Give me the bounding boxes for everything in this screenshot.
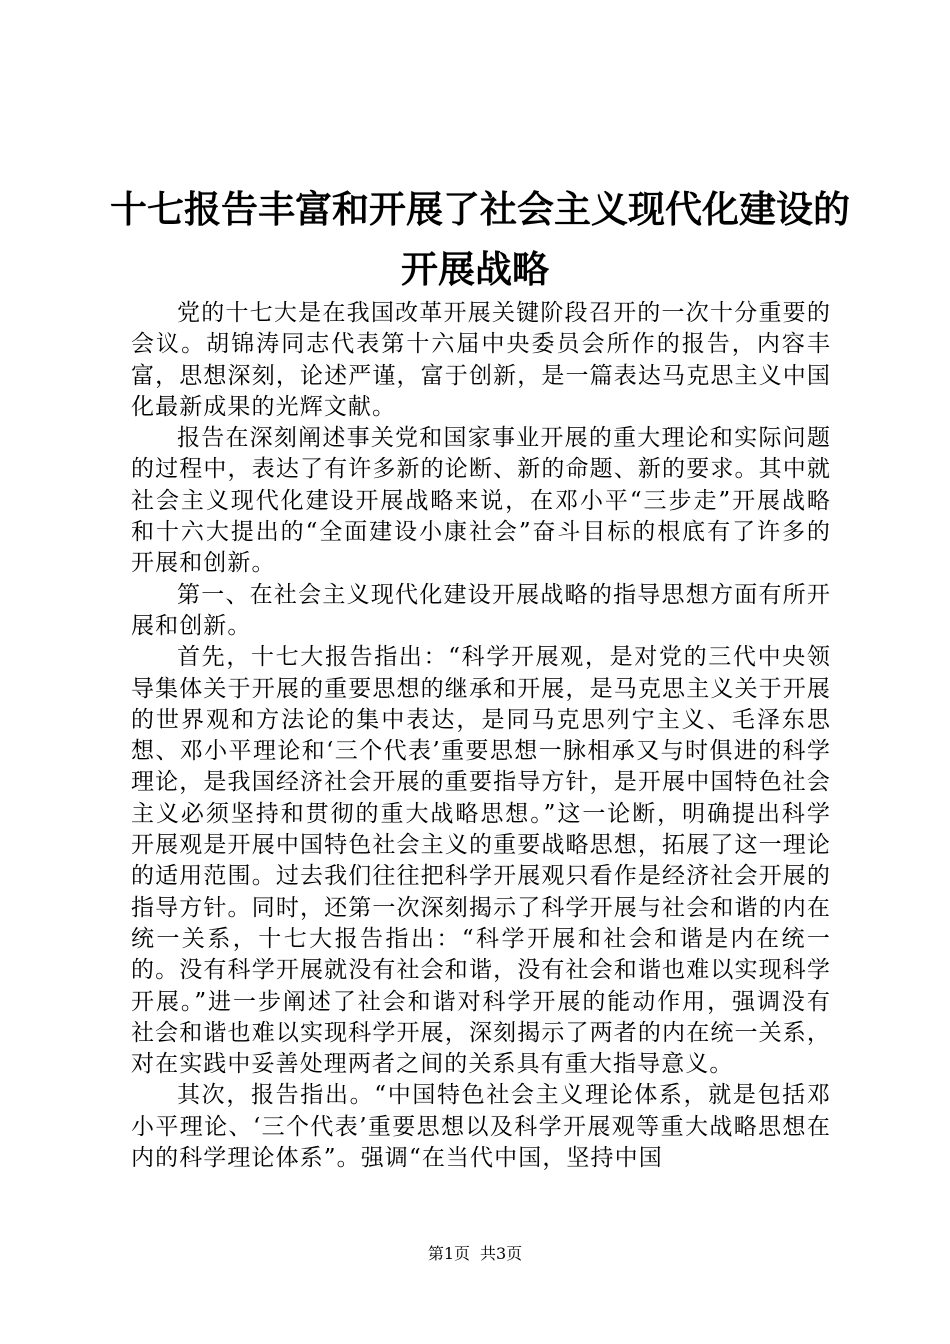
paragraph: 党的十七大是在我国改革开展关键阶段召开的一次十分重要的会议。胡锦涛同志代表第十六届中央委员会所作的报告，内容丰富，思想深刻，论述严谨，富于创新，是一篇表达马克思主义中国化最新成果的光辉文献。 [131, 300, 831, 420]
document-title-line-2: 开展战略 [401, 247, 549, 291]
page-footer [0, 1244, 950, 1264]
paragraph: 第一、在社会主义现代化建设开展战略的指导思想方面有所开展和创新。 [131, 581, 831, 639]
paragraph: 首先，十七大报告指出：“科学开展观，是对党的三代中央领导集体关于开展的重要思想的继承和开展，是马克思主义关于开展的世界观和方法论的集中表达，是同马克思列宁主义、毛泽东思想、邓小平理论和‘三个代表’重要思想一脉相承又与时俱进的科学理论，是我国经济社会开展的重要指导方针，是开展中国特色社会主义必须坚持和贯彻的重大战略思想。”这一论断，明确提出科学开展观是开展中国特色社会主义的重要战略思想，拓展了这一理论的适用范围。过去我们往往把科学开展观只看作是经济社会开展的指导方针。同时，还第一次深刻揭示了科学开展与社会和谐的内在统一关系，十七大报告指出：“科学开展和社会和谐是内在统一的。没有科学开展就没有社会和谐，没有社会和谐也难以实现科学开展。”进一步阐述了社会和谐对科学开展的能动作用，强调没有社会和谐也难以实现科学开展，深刻揭示了两者的内在统一关系，对在实践中妥善处理两者之间的关系具有重大指导意义。 [131, 644, 831, 1078]
paragraph: 其次，报告指出。“中国特色社会主义理论体系，就是包括邓小平理论、‘三个代表’重要思想以及科学开展观等重大战略思想在内的科学理论体系”。强调“在当代中国，坚持中国 [131, 1082, 831, 1172]
document-title-line-1: 十七报告丰富和开展了社会主义现代化建设的 [110, 187, 850, 231]
page-number: 第1页 [427, 1244, 470, 1263]
page-total: 共3页 [480, 1244, 523, 1263]
document-body [131, 298, 831, 1174]
paragraph: 报告在深刻阐述事关党和国家事业开展的重大理论和实际问题的过程中，表达了有许多新的论断、新的命题、新的要求。其中就社会主义现代化建设开展战略来说，在邓小平“三步走”开展战略和十六大提出的“全面建设小康社会”奋斗目标的根底有了许多的开展和创新。 [131, 425, 831, 577]
